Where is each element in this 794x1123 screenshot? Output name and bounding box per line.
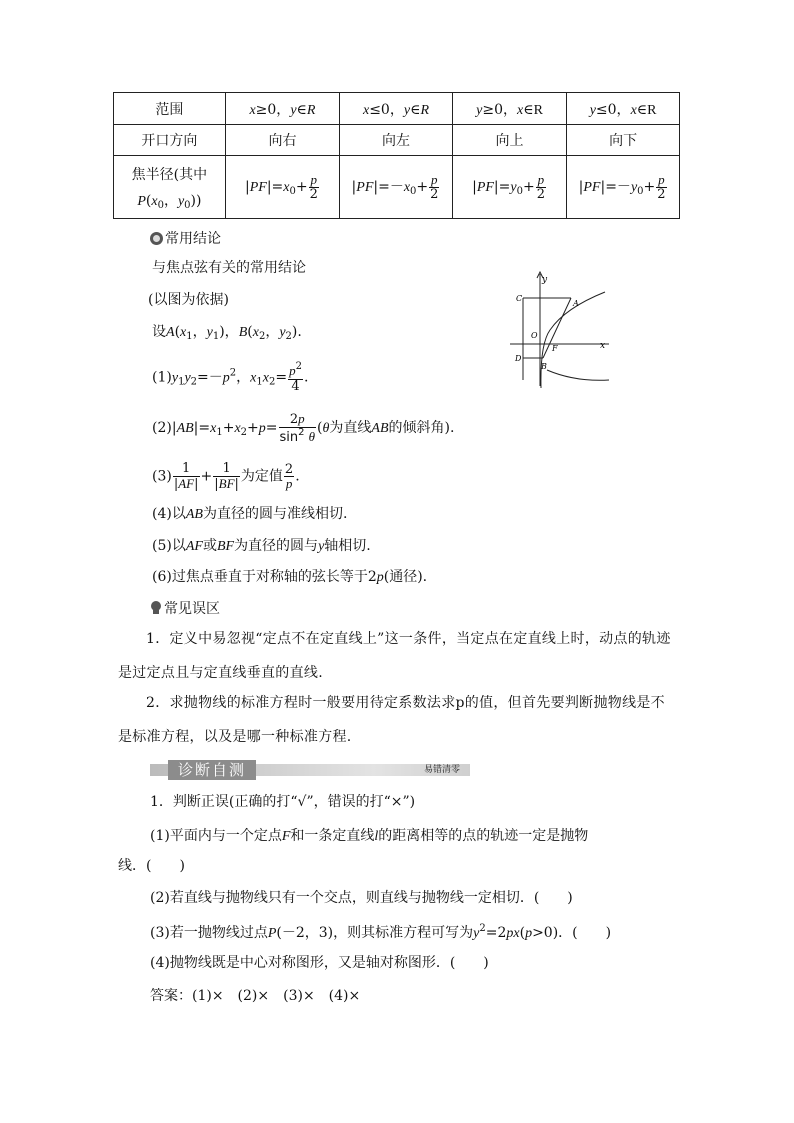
quiz-statement-1-cont: 线．( ) <box>118 858 185 874</box>
quiz-statement-4: (4)抛物线既是中心对称图形，又是轴对称图形．( ) <box>150 955 489 971</box>
graph-label-o: O <box>531 331 538 340</box>
table-cell: x≤0，y∈R <box>340 93 453 125</box>
table-row-focal-radius <box>114 156 680 219</box>
graph-label-b: B <box>541 362 547 371</box>
mistake-paragraph-1: 1．定义中易忽视“定点不在定直线上”这一条件，当定点在定直线上时，动点的轨迹是过定点且与定直线垂直的直线. <box>118 631 671 681</box>
common-conclusions-heading: 常用结论 <box>150 228 221 248</box>
quiz-statement-1: (1)平面内与一个定点F和一条定直线l的距离相等的点的轨迹一定是抛物 <box>150 828 589 844</box>
table-cell: $|PF|=y_0+$ $\frac{p}{2}$ <box>452 156 566 219</box>
table-cell: $|PF|=-y_0+$ $\frac{p}{2}$ <box>567 156 680 219</box>
mistake-paragraph-2: 2．求抛物线的标准方程时一般要用待定系数法求p的值，但首先要判断抛物线是不是标准方程，以及是哪一种标准方程. <box>118 695 665 745</box>
table-cell: $|PF|=-x_0+$ $\frac{p}{2}$ <box>340 156 453 219</box>
row-header-focal-radius: 焦半径(其中 $P(x_0$，$y_0$)) <box>114 156 226 219</box>
banner-title: 诊断自测 <box>168 760 256 780</box>
quiz-question-1: 1．判断正误(正确的打“√”，错误的打“×”) <box>150 794 416 810</box>
banner-right-label: 易错清零 <box>423 765 460 775</box>
quiz-statement-2: (2)若直线与抛物线只有一个交点，则直线与抛物线一定相切．( ) <box>150 890 573 906</box>
table-cell: 向下 <box>567 125 680 156</box>
parabola-properties-table <box>113 92 680 219</box>
common-mistakes-heading: 常见误区 <box>150 598 220 618</box>
circle-badge-icon <box>150 232 163 245</box>
table-cell: 向左 <box>340 125 453 156</box>
table-row-direction <box>114 125 680 156</box>
quiz-answer: 答案：(1)× (2)× (3)× (4)× <box>150 988 361 1004</box>
common-subtitle: 与焦点弦有关的常用结论 <box>152 260 306 276</box>
table-cell: x≥0，y∈R <box>225 93 339 125</box>
conclusion-6: (6)过焦点垂直于对称轴的弦长等于2p(通径). <box>152 569 428 585</box>
row-header-direction: 开口方向 <box>114 125 226 156</box>
graph-label-y: y <box>542 275 548 285</box>
row-header-range: 范围 <box>114 93 226 125</box>
graph-label-a: A <box>573 299 579 308</box>
graph-label-c: C <box>516 294 523 303</box>
conclusion-5: (5)以AF或BF为直径的圆与y轴相切. <box>152 538 371 554</box>
conclusion-2: $(2)|AB|=x_1+x_2+p=$ $\frac{2p}{\sin^2 \theta}$ (θ为直线AB的倾斜角). <box>152 411 455 445</box>
graph-label-f: F <box>552 344 558 353</box>
conclusion-4: (4)以AB为直径的圆与准线相切. <box>152 506 348 522</box>
graph-label-d: D <box>515 354 522 363</box>
common-basis: (以图为依据) <box>148 292 229 308</box>
set-points-line: 设$A(x_1$，$y_1$)，$B(x_2$，$y_2$). <box>152 324 302 342</box>
lightbulb-icon <box>150 601 162 615</box>
focal-chord-figure <box>505 268 615 388</box>
table-cell: y≥0，x∈R <box>452 93 566 125</box>
quiz-statement-3: (3)若一抛物线过点P(－2，3)，则其标准方程可写为$y^2=2px(p>0)$．( ) <box>150 923 612 941</box>
table-cell: 向上 <box>452 125 566 156</box>
diagnosis-banner <box>150 760 470 780</box>
graph-label-x: x <box>600 341 606 351</box>
conclusion-3: (3) $\frac{1}{|AF|}$ + $\frac{1}{|BF|}$ 为定值 $\frac{2}{p}$ . <box>152 461 300 492</box>
table-cell: $|PF|=x_0+$ $\frac{p}{2}$ <box>225 156 339 219</box>
table-cell: 向右 <box>225 125 339 156</box>
conclusion-1: $(1)y_1y_2=-p^2$，$x_1x_2=$ $\frac{p^2}{4}$ . <box>152 361 309 394</box>
table-row-range <box>114 93 680 125</box>
table-cell: y≤0，x∈R <box>567 93 680 125</box>
